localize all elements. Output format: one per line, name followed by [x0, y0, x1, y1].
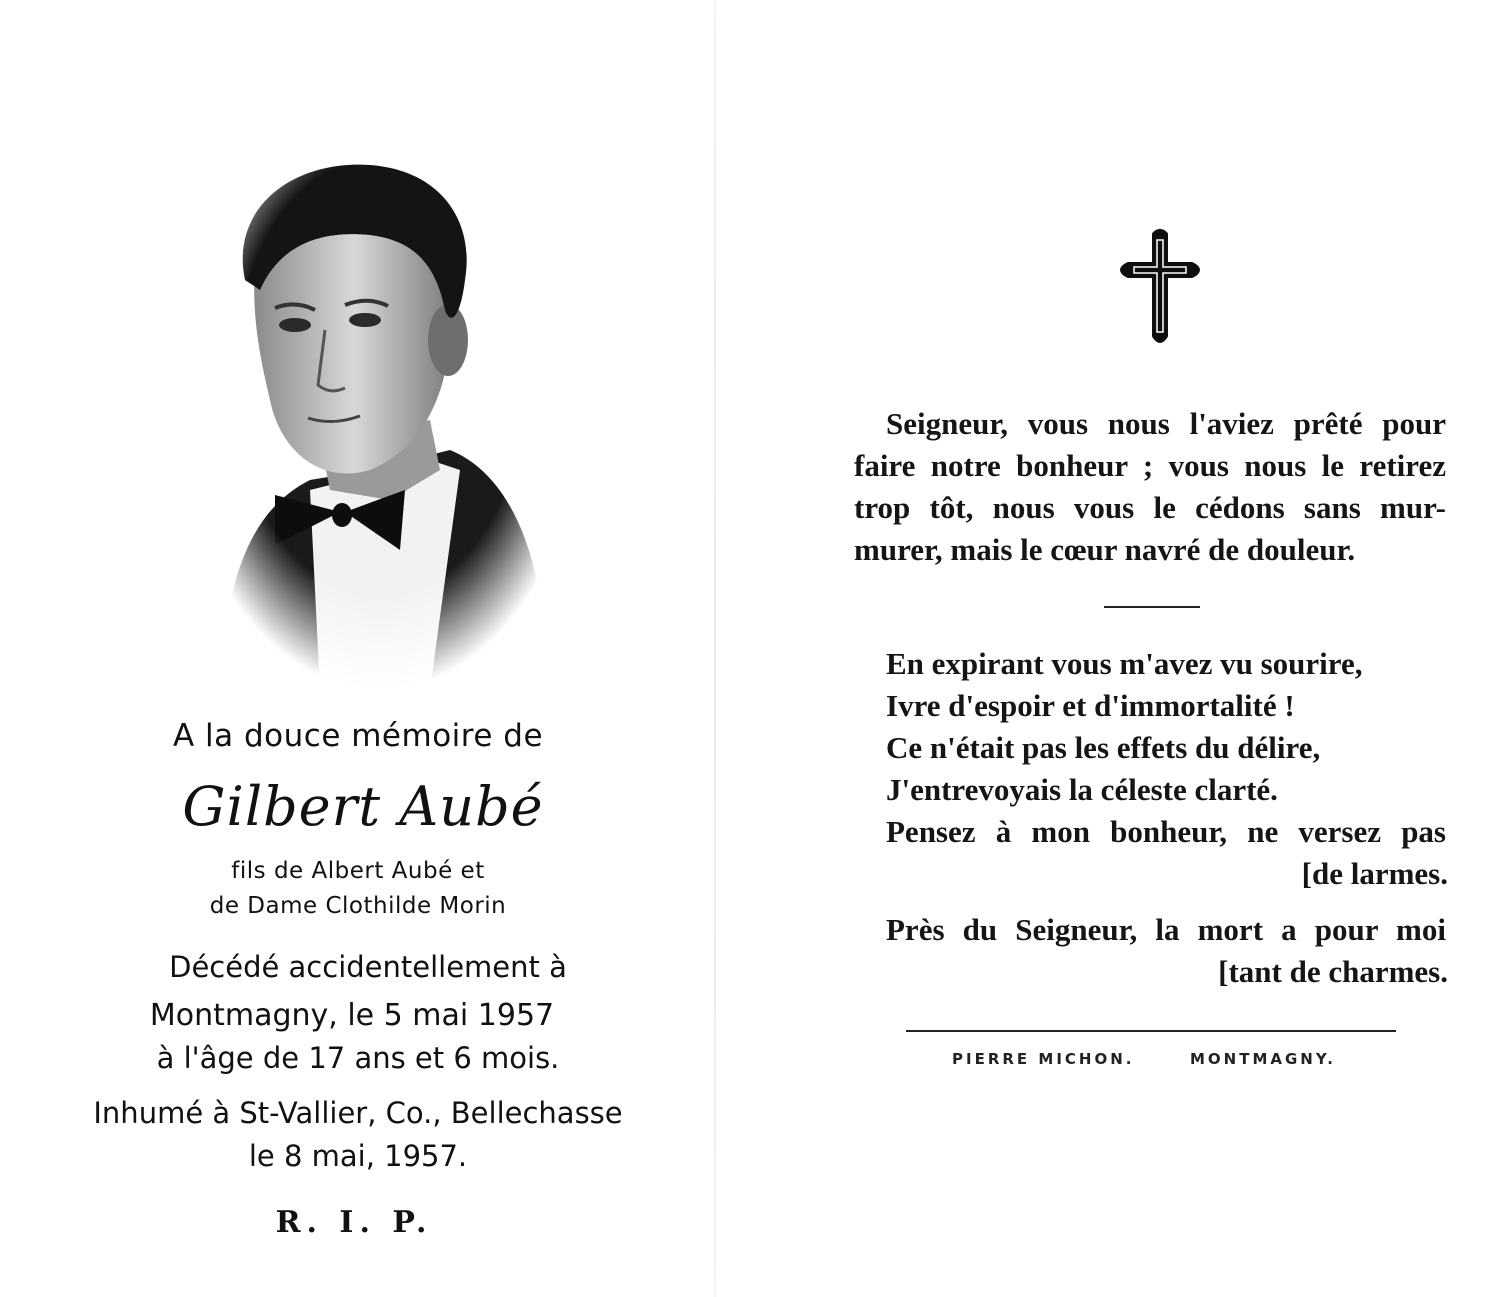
death-line-1: Décédé accidentellement à	[169, 950, 567, 984]
divider-long	[906, 1030, 1396, 1032]
deceased-name: Gilbert Aubé	[182, 775, 544, 838]
poem-line-1: En expirant vous m'avez vu sourire,	[886, 646, 1363, 681]
poem-line-3: Ce n'était pas les effets du délire,	[886, 730, 1321, 765]
prayer-line-4: murer, mais le cœur navré de douleur.	[854, 532, 1356, 567]
burial-line-2: le 8 mai, 1957.	[248, 1139, 468, 1173]
poem-line-4: J'entrevoyais la céleste clarté.	[886, 772, 1278, 807]
poem-line-7: Près du Seigneur, la mort a pour moi	[886, 912, 1446, 947]
death-line-2: Montmagny, le 5 mai 1957	[149, 998, 555, 1033]
prayer-line-1: Seigneur, vous nous l'aviez prêté pour	[886, 406, 1446, 441]
divider-short	[1104, 606, 1200, 608]
parents-line-2: de Dame Clothilde Morin	[209, 893, 507, 919]
rip-text: R. I. P.	[275, 1205, 433, 1240]
parents-line-1: fils de Albert Aubé et	[231, 858, 485, 884]
memorial-card-front	[0, 0, 716, 1297]
printer-town: MONTMAGNY.	[1190, 1050, 1336, 1068]
portrait-photo	[200, 150, 560, 690]
memorial-intro: A la douce mémoire de	[172, 718, 544, 754]
prayer-line-3: trop tôt, nous vous le cédons sans mur-	[854, 490, 1446, 525]
prayer-line-2: faire notre bonheur ; vous nous le retirez	[854, 448, 1446, 483]
poem-line-8: [tant de charmes.	[1218, 954, 1448, 989]
poem-line-2: Ivre d'espoir et d'immortalité !	[886, 688, 1295, 723]
burial-line-1: Inhumé à St-Vallier, Co., Bellechasse	[93, 1096, 623, 1130]
death-line-3: à l'âge de 17 ans et 6 mois.	[156, 1041, 560, 1075]
poem-line-5: Pensez à mon bonheur, ne versez pas	[886, 814, 1446, 849]
printer-name: PIERRE MICHON.	[952, 1050, 1135, 1068]
cross-icon	[1116, 228, 1204, 348]
poem-line-6: [de larmes.	[1301, 856, 1448, 891]
memorial-card-back	[716, 0, 1500, 1297]
